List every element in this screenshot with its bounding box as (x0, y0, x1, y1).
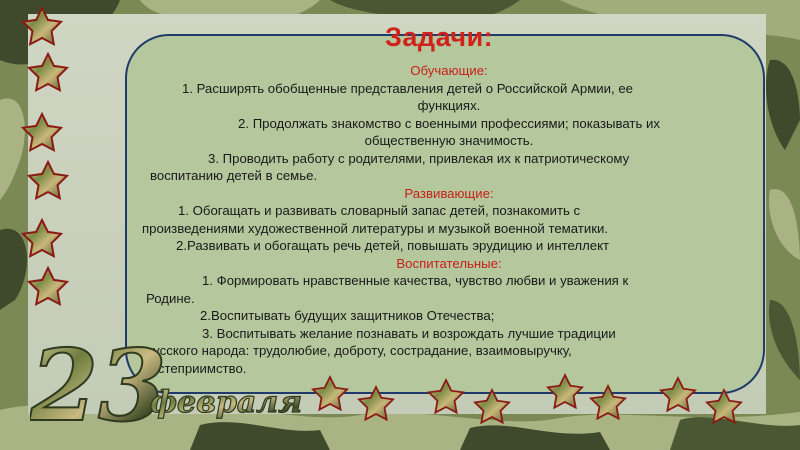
developing-item-2: 2.Развивать и обогащать речь детей, повышать эрудицию и интеллект (176, 238, 610, 253)
logo-word: февраля (150, 385, 303, 420)
logo-number: 23 (30, 329, 167, 432)
upbringing-item-3c: гостеприимство. (146, 360, 247, 376)
developing-item-1b: произведениями художественной литературы и музыкой военной тематики. (142, 220, 609, 236)
educational-item-3a: 3. Проводить работу с родителями, привлекая их к патриотическому (208, 150, 630, 166)
educational-item-1a: 1. Расширять обобщенные представления детей о Российской Армии, ее (182, 80, 633, 96)
educational-item-2b: общественную значимость. (364, 133, 534, 148)
educational-item-1b: функциях. (417, 98, 481, 113)
upbringing-item-1b: Родине. (146, 290, 195, 306)
upbringing-item-2: 2.Воспитывать будущих защитников Отечества; (200, 308, 495, 323)
upbringing-item-1a: 1. Формировать нравственные качества, чувство любви и уважения к (202, 273, 629, 288)
educational-item-2a: 2. Продолжать знакомство с военными профессиями; показывать их (238, 115, 660, 131)
developing-item-1a: 1. Обогащать и развивать словарный запас детей, познакомить с (178, 203, 581, 218)
educational-item-3b: воспитанию детей в семье. (150, 168, 318, 183)
section-heading-educational: Обучающие: (410, 63, 488, 78)
section-heading-developing: Развивающие: (404, 185, 494, 201)
upbringing-item-3a: 3. Воспитывать желание познавать и возрождать лучшие традиции (202, 325, 616, 341)
slide-title: Задачи: (385, 22, 494, 52)
section-heading-upbringing: Воспитательные: (396, 255, 502, 271)
holiday-logo (30, 322, 310, 432)
upbringing-item-3b: русского народа: трудолюбие, доброту, сострадание, взаимовыручку, (146, 343, 572, 358)
